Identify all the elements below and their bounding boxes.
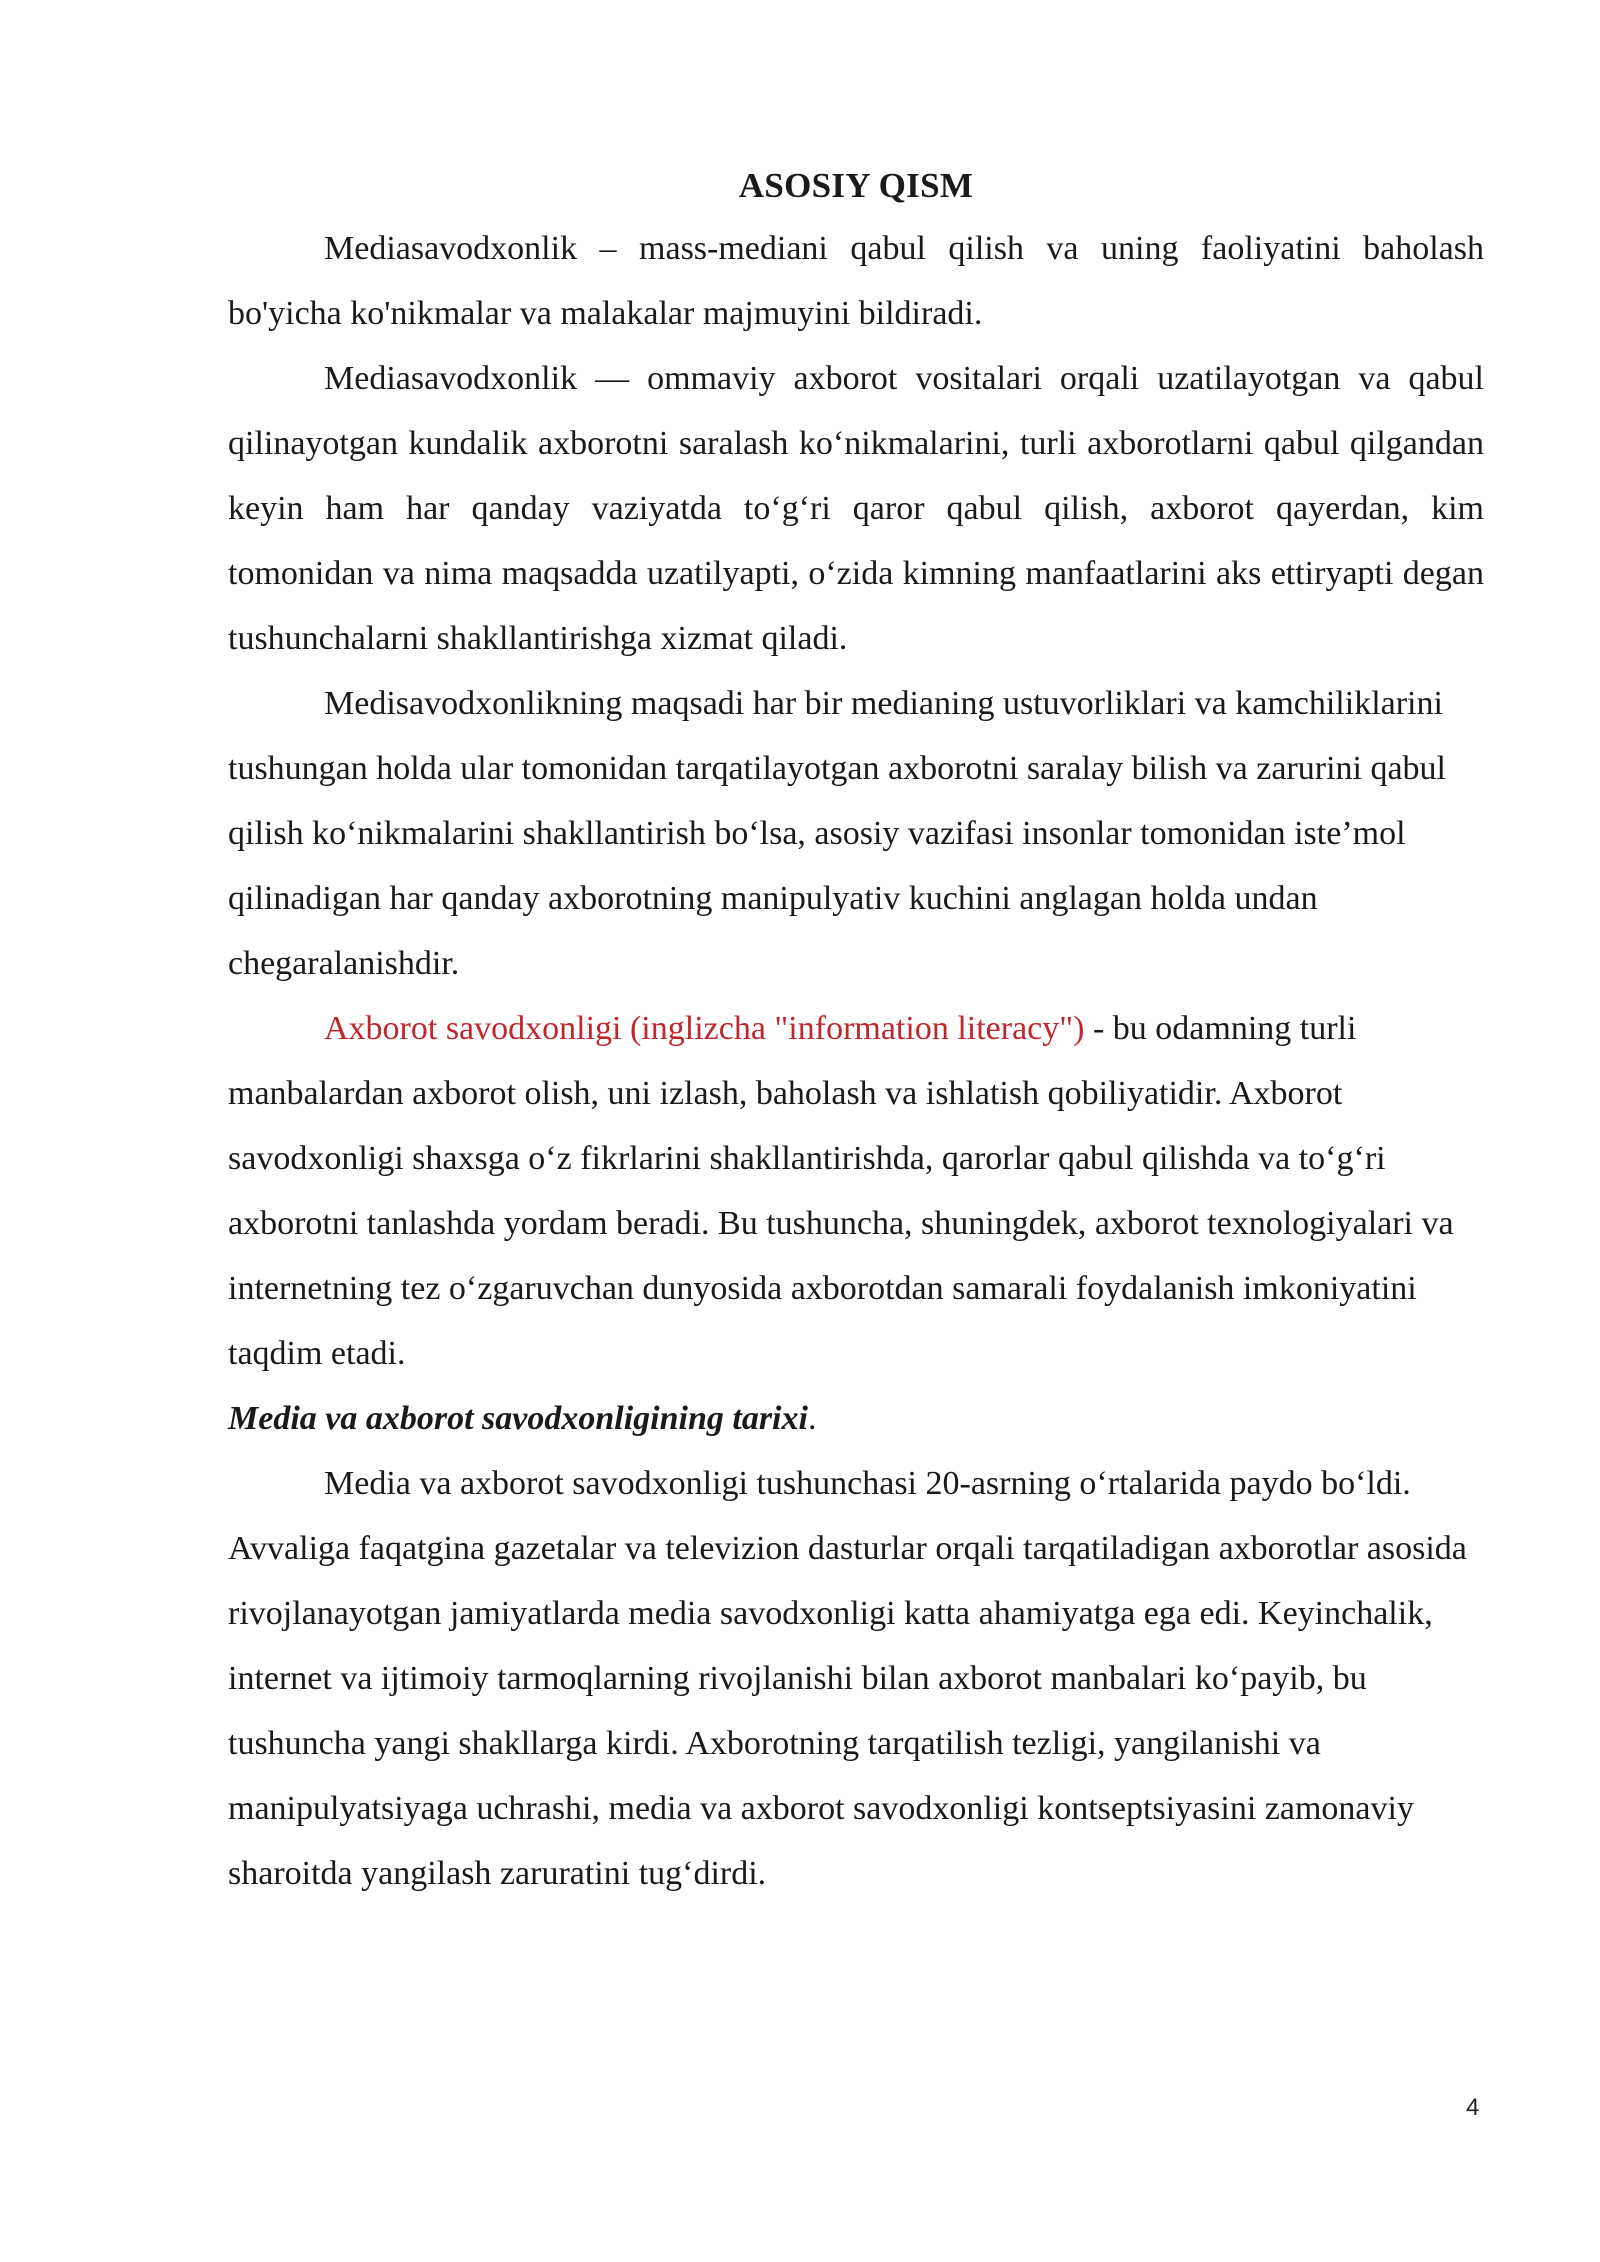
paragraph-purpose: Medisavodxonlikning maqsadi har bir medianing ustuvorliklari va kamchiliklarini tushungan holda ular tomonidan tarqatilayotgan axborotni saralay bilish va zarurini qabul qilish ko‘nikmalarini shakllantirish bo‘lsa, asosiy vazifasi insonlar tomonidan iste’mol qilinadigan har qanday axborotning manipulyativ kuchini anglagan holda undan chegaralanishdir. — [228, 685, 1447, 982]
document-page — [228, 158, 1484, 1906]
history-subheading — [228, 1386, 1484, 1451]
page-number: 4 — [1466, 2094, 1480, 2121]
information-literacy-text: - bu odamning turli manbalardan axborot olish, uni izlash, baholash va ishlatish qobiliyatidir. Axborot savodxonligi shaxsga o‘z fikrlarini shakllantirishda, qarorlar qabul qilishda va to‘g‘ri axborotni tanlashda yordam beradi. Bu tushuncha, shuningdek, axborot texnologiyalari va internetning tez o‘zgaruvchan dunyosida axborotdan samarali foydalanish imkoniyatini taqdim etadi. — [228, 1010, 1454, 1372]
information-literacy-term: Axborot savodxonligi (inglizcha "information literacy") — [324, 1010, 1085, 1047]
paragraph-history: Media va axborot savodxonligi tushunchasi 20-asrning o‘rtalarida paydo bo‘ldi. Avvaliga faqatgina gazetalar va televizion dasturlar orqali tarqatiladigan axborotlar asosida rivojlanayotgan jamiyatlarda media savodxonligi katta ahamiyatga ega edi. Keyinchalik, internet va ijtimoiy tarmoqlarning rivojlanishi bilan axborot manbalari ko‘payib, bu tushuncha yangi shakllarga kirdi. Axborotning tarqatilish tezligi, yangilanishi va manipulyatsiyaga uchrashi, media va axborot savodxonligi kontseptsiyasini zamonaviy sharoitda yangilash zaruratini tug‘dirdi. — [228, 1465, 1467, 1892]
history-subheading-text: Media va axborot savodxonligining tarixi — [228, 1400, 808, 1437]
paragraph-definition: Mediasavodxonlik – mass-mediani qabul qilish va uning faoliyatini baholash bo'yicha ko'nikmalar va malakalar majmuyini bildiradi. — [228, 230, 1484, 332]
paragraph-information-literacy — [228, 996, 1484, 1386]
history-subheading-suffix: . — [807, 1400, 817, 1437]
section-heading: ASOSIY QISM — [738, 166, 974, 205]
paragraph-media-literacy: Mediasavodxonlik — ommaviy axborot vositalari orqali uzatilayotgan va qabul qilinayotgan kundalik axborotni saralash ko‘nikmalarini, turli axborotlarni qabul qilgandan keyin ham har qanday vaziyatda to‘g‘ri qaror qabul qilish, axborot qayerdan, kim tomonidan va nima maqsadda uzatilyapti, o‘zida kimning manfaatlarini aks ettiryapti degan tushunchalarni shakllantirishga xizmat qiladi. — [228, 360, 1484, 657]
